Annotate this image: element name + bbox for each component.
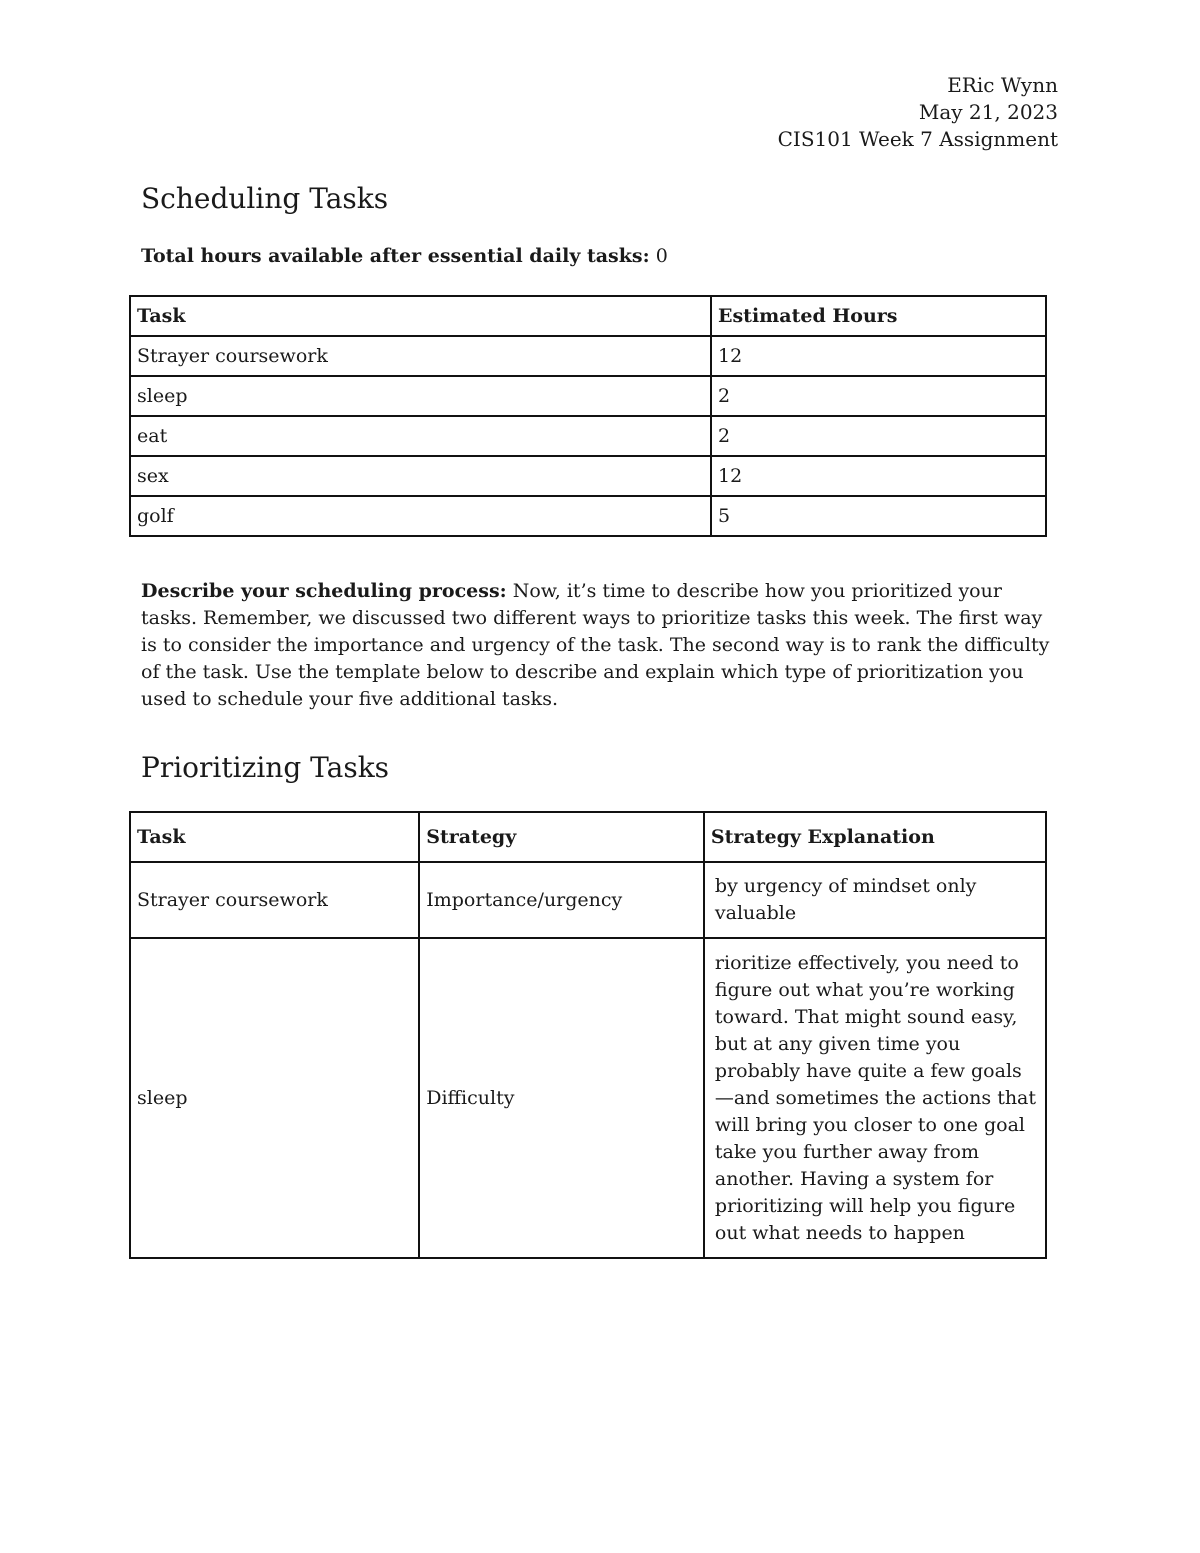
column-header-hours: Estimated Hours — [711, 296, 1046, 336]
task-cell: sleep — [130, 376, 711, 416]
table-row — [130, 862, 1046, 938]
column-header-task: Task — [130, 812, 419, 862]
table-row — [130, 376, 1046, 416]
hours-cell: 12 — [711, 456, 1046, 496]
total-hours-value: 0 — [655, 245, 668, 267]
author-name: ERic Wynn — [947, 73, 1058, 97]
describe-label: Describe your scheduling process: — [141, 580, 507, 602]
total-hours-line — [141, 243, 668, 270]
hours-cell: 2 — [711, 416, 1046, 456]
task-cell: eat — [130, 416, 711, 456]
schedule-table — [129, 295, 1047, 537]
document-header — [778, 72, 1058, 153]
scheduling-title: Scheduling Tasks — [141, 182, 389, 215]
course-title: CIS101 Week 7 Assignment — [777, 127, 1058, 151]
explanation-cell — [704, 862, 1046, 938]
scheduling-process-paragraph — [141, 578, 1051, 713]
task-cell: sleep — [130, 938, 419, 1258]
explanation-text: by urgency of mindset only valuable — [714, 875, 977, 924]
column-header-strategy: Strategy — [419, 812, 704, 862]
table-row — [130, 336, 1046, 376]
task-cell: Strayer coursework — [130, 336, 711, 376]
table-row — [130, 938, 1046, 1258]
table-row — [130, 496, 1046, 536]
table-row — [130, 456, 1046, 496]
table-header-row — [130, 296, 1046, 336]
describe-text: Now, it’s time to describe how you prioritized your tasks. Remember, we discussed two different ways to prioritize tasks this week. The first way is to consider the importance and urgency of the task. The second way is to rank the difficulty of the task. Use the template below to describe and explain which type of prioritization you used to schedule your five additional tasks. — [141, 580, 1050, 710]
explanation-text: rioritize effectively, you need to figure out what you’re working toward. That might sound easy, but at any given time you probably have quite a few goals—and sometimes the actions that will bring you closer to one goal take you further away from another. Having a system for prioritizing will help you figure out what needs to happen — [714, 951, 1037, 1244]
hours-cell: 12 — [711, 336, 1046, 376]
task-cell: golf — [130, 496, 711, 536]
document-date: May 21, 2023 — [918, 100, 1058, 124]
table-row — [130, 416, 1046, 456]
prioritizing-title: Prioritizing Tasks — [141, 751, 390, 784]
strategy-cell: Difficulty — [419, 938, 704, 1258]
strategy-cell: Importance/urgency — [419, 862, 704, 938]
column-header-explanation: Strategy Explanation — [704, 812, 1046, 862]
task-cell: sex — [130, 456, 711, 496]
column-header-task: Task — [130, 296, 711, 336]
explanation-cell — [704, 938, 1046, 1258]
task-cell: Strayer coursework — [130, 862, 419, 938]
hours-cell: 5 — [711, 496, 1046, 536]
total-hours-label: Total hours available after essential daily tasks: — [141, 245, 650, 267]
prioritizing-table — [129, 811, 1047, 1259]
hours-cell: 2 — [711, 376, 1046, 416]
table-header-row — [130, 812, 1046, 862]
